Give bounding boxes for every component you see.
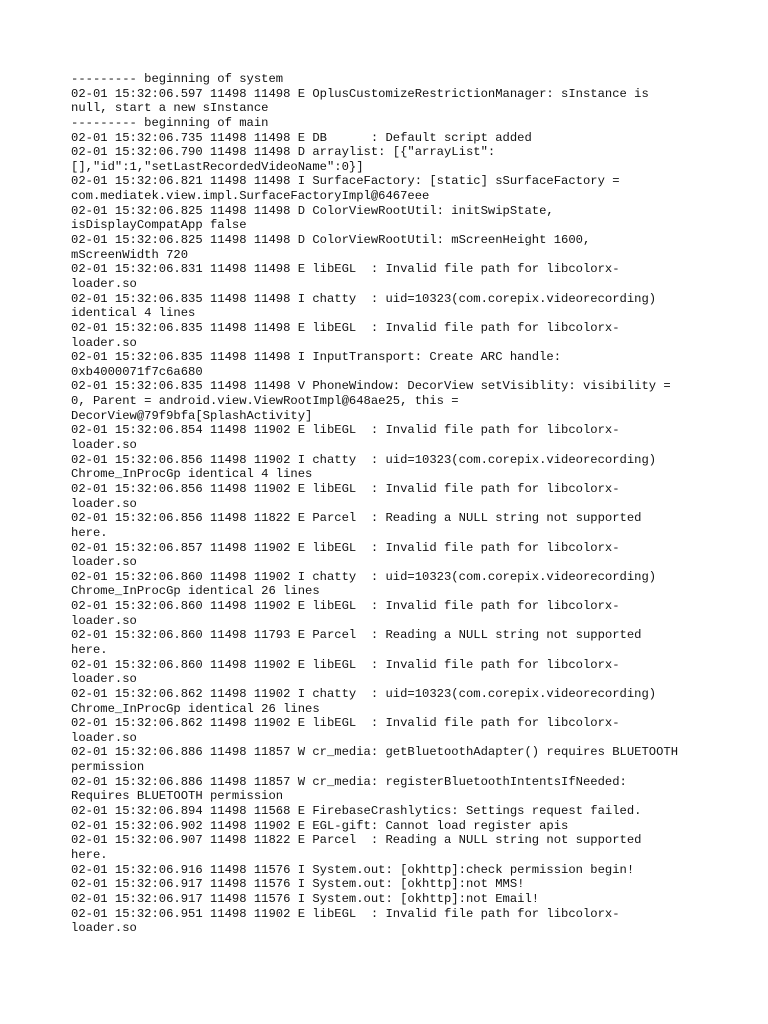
log-line: Requires BLUETOOTH permission (71, 789, 284, 804)
log-line: loader.so (71, 496, 137, 511)
log-line: 02-01 15:32:06.886 11498 11857 W cr_media: registerBluetoothIntentsIfNeeded: (71, 774, 627, 789)
log-line: 02-01 15:32:06.860 11498 11793 E Parcel : Reading a NULL string not supported (71, 628, 642, 643)
log-line: loader.so (71, 335, 137, 350)
log-line: loader.so (71, 921, 137, 936)
log-line: 02-01 15:32:06.835 11498 11498 V PhoneWindow: DecorView setVisiblity: visibility = (71, 379, 671, 394)
log-line: DecorView@79f9bfa[SplashActivity] (71, 408, 313, 423)
log-line: 02-01 15:32:06.831 11498 11498 E libEGL : Invalid file path for libcolorx- (71, 262, 620, 277)
log-line: --------- beginning of system (71, 72, 284, 86)
log-line: 02-01 15:32:06.835 11498 11498 I chatty : uid=10323(com.corepix.videorecording) (71, 291, 657, 306)
log-line: permission (71, 760, 145, 775)
log-line: identical 4 lines (71, 306, 196, 321)
log-line: 02-01 15:32:06.835 11498 11498 E libEGL : Invalid file path for libcolorx- (71, 320, 620, 335)
log-text-body (71, 72, 721, 936)
log-line: 02-01 15:32:06.857 11498 11902 E libEGL : Invalid file path for libcolorx- (71, 540, 620, 555)
log-line: here. (71, 642, 108, 657)
log-line: 02-01 15:32:06.825 11498 11498 D ColorViewRootUtil: mScreenHeight 1600, (71, 233, 591, 248)
log-line: 02-01 15:32:06.825 11498 11498 D ColorViewRootUtil: initSwipState, (71, 203, 554, 218)
log-line: 02-01 15:32:06.856 11498 11822 E Parcel : Reading a NULL string not supported (71, 511, 642, 526)
log-line: 02-01 15:32:06.860 11498 11902 E libEGL : Invalid file path for libcolorx- (71, 599, 620, 614)
log-line: 02-01 15:32:06.790 11498 11498 D arraylist: [{"arrayList": (71, 145, 496, 160)
log-line: 02-01 15:32:06.951 11498 11902 E libEGL : Invalid file path for libcolorx- (71, 906, 620, 921)
log-line: loader.so (71, 672, 137, 687)
log-line: --------- beginning of main (71, 115, 269, 130)
log-line: here. (71, 847, 108, 862)
log-line: loader.so (71, 613, 137, 628)
log-line: Chrome_InProcGp identical 26 lines (71, 584, 320, 599)
log-line: Chrome_InProcGp identical 26 lines (71, 701, 320, 716)
log-line: loader.so (71, 438, 137, 453)
log-line: null, start a new sInstance (71, 101, 269, 116)
log-line: here. (71, 525, 108, 540)
log-line: 0, Parent = android.view.ViewRootImpl@648ae25, this = (71, 394, 459, 409)
log-line: 02-01 15:32:06.856 11498 11902 E libEGL : Invalid file path for libcolorx- (71, 481, 620, 496)
log-line: isDisplayCompatApp false (71, 218, 247, 233)
log-line: 02-01 15:32:06.854 11498 11902 E libEGL : Invalid file path for libcolorx- (71, 423, 620, 438)
log-line: 02-01 15:32:06.862 11498 11902 I chatty : uid=10323(com.corepix.videorecording) (71, 686, 657, 701)
log-line: 02-01 15:32:06.597 11498 11498 E OplusCustomizeRestrictionManager: sInstance is (71, 86, 649, 101)
log-line: 02-01 15:32:06.860 11498 11902 I chatty : uid=10323(com.corepix.videorecording) (71, 569, 657, 584)
log-line: 02-01 15:32:06.860 11498 11902 E libEGL : Invalid file path for libcolorx- (71, 657, 620, 672)
log-line: 0xb4000071f7c6a680 (71, 364, 203, 379)
log-line: 02-01 15:32:06.916 11498 11576 I System.out: [okhttp]:check permission begin! (71, 862, 635, 877)
log-line: 02-01 15:32:06.735 11498 11498 E DB : Default script added (71, 130, 532, 145)
log-line: loader.so (71, 276, 137, 291)
log-line: 02-01 15:32:06.821 11498 11498 I SurfaceFactory: [static] sSurfaceFactory = (71, 174, 620, 189)
log-line: loader.so (71, 730, 137, 745)
log-line: 02-01 15:32:06.917 11498 11576 I System.out: [okhttp]:not Email! (71, 891, 540, 906)
log-line: mScreenWidth 720 (71, 247, 189, 262)
log-line: loader.so (71, 555, 137, 570)
log-line: 02-01 15:32:06.862 11498 11902 E libEGL : Invalid file path for libcolorx- (71, 716, 620, 731)
log-line: 02-01 15:32:06.907 11498 11822 E Parcel : Reading a NULL string not supported (71, 833, 642, 848)
log-line: 02-01 15:32:06.894 11498 11568 E FirebaseCrashlytics: Settings request failed. (71, 804, 642, 819)
log-line: com.mediatek.view.impl.SurfaceFactoryImpl@6467eee (71, 189, 430, 204)
log-line: 02-01 15:32:06.917 11498 11576 I System.out: [okhttp]:not MMS! (71, 877, 525, 892)
log-line: 02-01 15:32:06.902 11498 11902 E EGL-gift: Cannot load register apis (71, 818, 569, 833)
log-line: 02-01 15:32:06.886 11498 11857 W cr_media: getBluetoothAdapter() requires BLUETOOTH (71, 745, 679, 760)
log-document (71, 72, 721, 936)
log-line: Chrome_InProcGp identical 4 lines (71, 467, 313, 482)
log-line: 02-01 15:32:06.835 11498 11498 I InputTransport: Create ARC handle: (71, 350, 562, 365)
log-line: 02-01 15:32:06.856 11498 11902 I chatty : uid=10323(com.corepix.videorecording) (71, 452, 657, 467)
log-line: [],"id":1,"setLastRecordedVideoName":0}] (71, 159, 364, 174)
